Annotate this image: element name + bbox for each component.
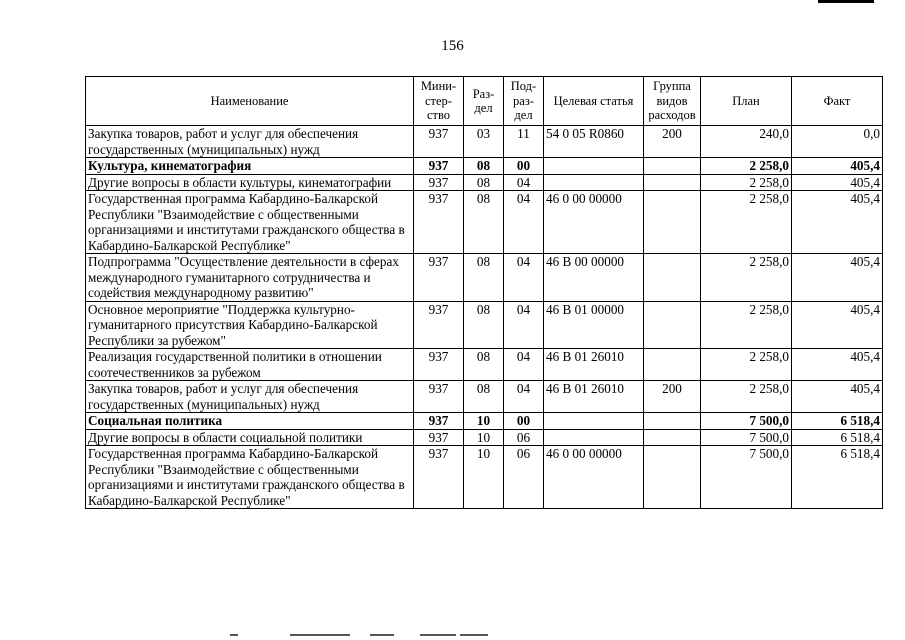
cell-plan: 7 500,0: [701, 413, 792, 430]
cell-name: Социальная политика: [86, 413, 414, 430]
cell-section: 08: [464, 254, 504, 302]
cell-section: 10: [464, 429, 504, 446]
table-row: [86, 126, 883, 158]
cell-target: 46 В 01 00000: [544, 301, 644, 349]
table-row: [86, 174, 883, 191]
cell-plan: 2 258,0: [701, 349, 792, 381]
header-section: Раз-дел: [464, 77, 504, 126]
cell-expense-group: [644, 413, 701, 430]
cell-subsection: 04: [504, 381, 544, 413]
cell-expense-group: [644, 301, 701, 349]
cell-expense-group: [644, 191, 701, 254]
cell-expense-group: [644, 429, 701, 446]
cell-name: Другие вопросы в области социальной политики: [86, 429, 414, 446]
cell-section: 03: [464, 126, 504, 158]
cell-expense-group: [644, 446, 701, 509]
cell-target: 54 0 05 R0860: [544, 126, 644, 158]
cell-name: Государственная программа Кабардино-Балкарской Республики "Взаимодействие с общественными организациями и институтами гражданского общества в Кабардино-Балкарской Республике": [86, 446, 414, 509]
cell-subsection: 04: [504, 191, 544, 254]
cell-expense-group: [644, 174, 701, 191]
cell-ministry: 937: [414, 301, 464, 349]
cell-fact: 405,4: [792, 349, 883, 381]
cell-ministry: 937: [414, 191, 464, 254]
cell-plan: 2 258,0: [701, 254, 792, 302]
cell-target: 46 0 00 00000: [544, 191, 644, 254]
cell-fact: 6 518,4: [792, 429, 883, 446]
header-plan: План: [701, 77, 792, 126]
cell-target: [544, 429, 644, 446]
cell-plan: 2 258,0: [701, 158, 792, 175]
table-row: [86, 429, 883, 446]
cell-expense-group: [644, 158, 701, 175]
table-row: [86, 446, 883, 509]
table-row: [86, 191, 883, 254]
cell-ministry: 937: [414, 174, 464, 191]
cell-subsection: 00: [504, 413, 544, 430]
cell-section: 08: [464, 381, 504, 413]
cell-name: Реализация государственной политики в отношении соотечественников за рубежом: [86, 349, 414, 381]
table-row: [86, 413, 883, 430]
cell-ministry: 937: [414, 126, 464, 158]
header-target: Целевая статья: [544, 77, 644, 126]
cell-subsection: 11: [504, 126, 544, 158]
table-row: [86, 349, 883, 381]
cell-name: Закупка товаров, работ и услуг для обеспечения государственных (муниципальных) нужд: [86, 126, 414, 158]
cell-plan: 2 258,0: [701, 174, 792, 191]
cell-fact: 6 518,4: [792, 413, 883, 430]
table-row: [86, 381, 883, 413]
cell-section: 08: [464, 158, 504, 175]
header-fact: Факт: [792, 77, 883, 126]
cell-name: Подпрограмма "Осуществление деятельности в сферах международного гуманитарного сотрудничества и содействия международному развитию": [86, 254, 414, 302]
cell-expense-group: [644, 254, 701, 302]
cell-plan: 7 500,0: [701, 446, 792, 509]
footer-fragments: [0, 632, 905, 640]
cell-section: 10: [464, 413, 504, 430]
cell-plan: 2 258,0: [701, 381, 792, 413]
cell-ministry: 937: [414, 254, 464, 302]
budget-table: [85, 76, 883, 509]
cell-section: 08: [464, 301, 504, 349]
cell-subsection: 04: [504, 254, 544, 302]
cell-subsection: 06: [504, 429, 544, 446]
cell-ministry: 937: [414, 413, 464, 430]
table-row: [86, 301, 883, 349]
cell-name: Закупка товаров, работ и услуг для обеспечения государственных (муниципальных) нужд: [86, 381, 414, 413]
table-row: [86, 254, 883, 302]
cell-target: [544, 158, 644, 175]
cell-target: [544, 413, 644, 430]
cell-subsection: 04: [504, 301, 544, 349]
cell-subsection: 04: [504, 349, 544, 381]
table-body: [86, 126, 883, 509]
cell-fact: 0,0: [792, 126, 883, 158]
header-subsection: Под-раз-дел: [504, 77, 544, 126]
cell-name: Культура, кинематография: [86, 158, 414, 175]
cell-ministry: 937: [414, 381, 464, 413]
cell-section: 08: [464, 191, 504, 254]
cell-ministry: 937: [414, 349, 464, 381]
cell-section: 10: [464, 446, 504, 509]
cell-ministry: 937: [414, 446, 464, 509]
cell-fact: 405,4: [792, 381, 883, 413]
table-header-row: [86, 77, 883, 126]
cell-target: 46 В 00 00000: [544, 254, 644, 302]
cell-name: Основное мероприятие "Поддержка культурно-гуманитарного присутствия Кабардино-Балкарской Республики за рубежом": [86, 301, 414, 349]
cell-name: Другие вопросы в области культуры, кинематографии: [86, 174, 414, 191]
page-number: 156: [441, 38, 464, 54]
cell-fact: 405,4: [792, 254, 883, 302]
cell-subsection: 00: [504, 158, 544, 175]
cell-plan: 7 500,0: [701, 429, 792, 446]
cell-plan: 2 258,0: [701, 191, 792, 254]
header-name: Наименование: [86, 77, 414, 126]
cell-section: 08: [464, 349, 504, 381]
cell-section: 08: [464, 174, 504, 191]
cell-fact: 405,4: [792, 174, 883, 191]
cell-plan: 240,0: [701, 126, 792, 158]
cell-fact: 405,4: [792, 191, 883, 254]
cell-subsection: 06: [504, 446, 544, 509]
cell-fact: 6 518,4: [792, 446, 883, 509]
cell-name: Государственная программа Кабардино-Балкарской Республики "Взаимодействие с общественными организациями и институтами гражданского общества в Кабардино-Балкарской Республике": [86, 191, 414, 254]
cell-subsection: 04: [504, 174, 544, 191]
cell-fact: 405,4: [792, 158, 883, 175]
table-row: [86, 158, 883, 175]
cell-plan: 2 258,0: [701, 301, 792, 349]
cell-target: 46 В 01 26010: [544, 349, 644, 381]
header-ministry: Мини-стер-ство: [414, 77, 464, 126]
cell-fact: 405,4: [792, 301, 883, 349]
cell-ministry: 937: [414, 158, 464, 175]
cell-expense-group: 200: [644, 381, 701, 413]
cell-target: 46 В 01 26010: [544, 381, 644, 413]
cell-ministry: 937: [414, 429, 464, 446]
corner-mark: [818, 0, 874, 3]
cell-expense-group: 200: [644, 126, 701, 158]
cell-expense-group: [644, 349, 701, 381]
cell-target: 46 0 00 00000: [544, 446, 644, 509]
cell-target: [544, 174, 644, 191]
header-expense-group: Группа видов расходов: [644, 77, 701, 126]
